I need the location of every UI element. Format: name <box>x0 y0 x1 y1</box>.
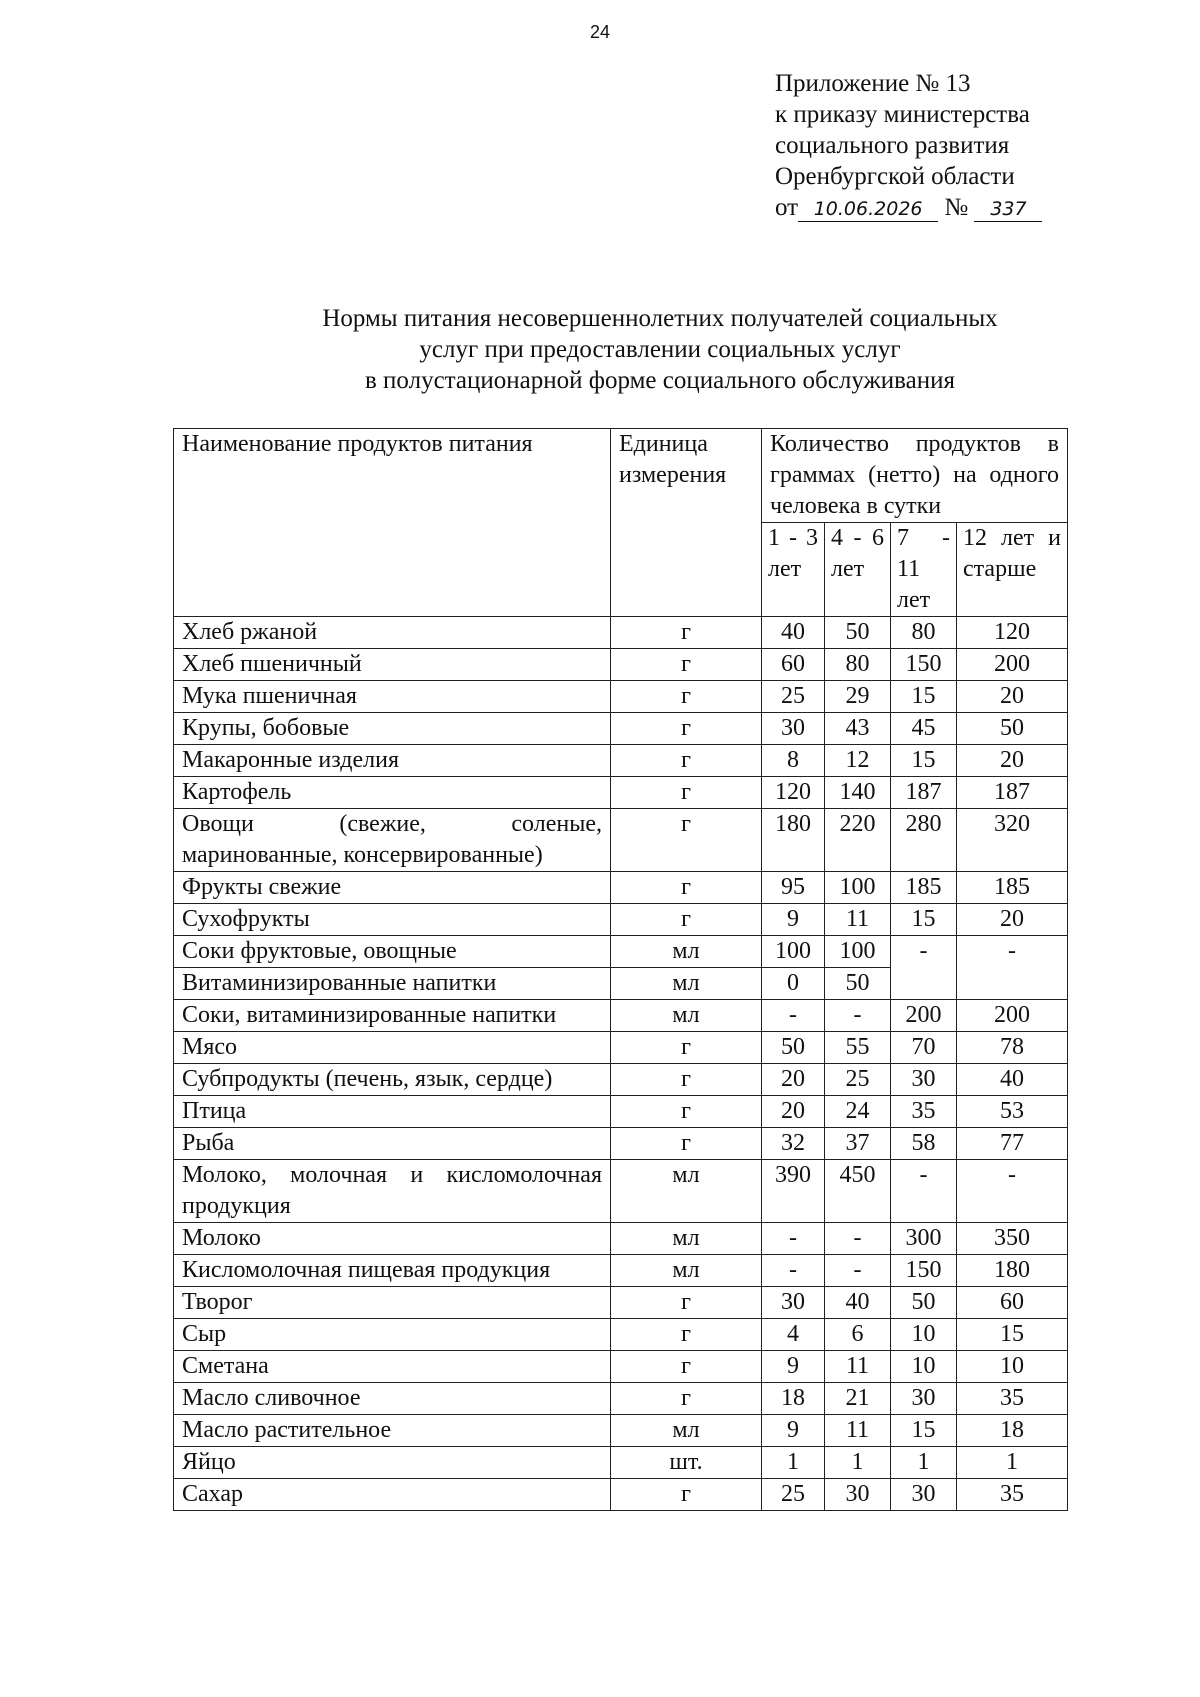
value-age-7-11: 300 <box>891 1223 957 1255</box>
appendix-line-4: Оренбургской области <box>775 163 1015 190</box>
value-age-12-plus: 20 <box>957 904 1068 936</box>
number-label: № <box>944 194 969 221</box>
product-name: Мясо <box>174 1032 611 1064</box>
value-age-4-6: 40 <box>825 1287 891 1319</box>
value-age-12-plus: 15 <box>957 1319 1068 1351</box>
value-age-7-11: 30 <box>891 1383 957 1415</box>
value-age-1-3: - <box>762 1000 825 1032</box>
table-row <box>174 872 1068 904</box>
product-unit: г <box>611 617 762 649</box>
title-line-3: в полустационарной форме социального обслуживания <box>365 367 955 394</box>
product-name: Сухофрукты <box>174 904 611 936</box>
value-age-4-6: 29 <box>825 681 891 713</box>
product-unit: г <box>611 1479 762 1511</box>
value-age-4-6: 220 <box>825 809 891 872</box>
from-label: от <box>775 194 799 221</box>
page-number: 24 <box>589 22 611 42</box>
product-unit: г <box>611 1287 762 1319</box>
value-age-1-3: 30 <box>762 1287 825 1319</box>
value-age-1-3: 1 <box>762 1447 825 1479</box>
value-age-12-plus: 78 <box>957 1032 1068 1064</box>
value-age-1-3: 32 <box>762 1128 825 1160</box>
value-age-1-3: 40 <box>762 617 825 649</box>
product-name: Сыр <box>174 1319 611 1351</box>
value-age-7-11: 280 <box>891 809 957 872</box>
value-age-7-11: 35 <box>891 1096 957 1128</box>
product-name: Хлеб ржаной <box>174 617 611 649</box>
table-row <box>174 936 1068 968</box>
value-age-4-6: - <box>825 1000 891 1032</box>
value-age-7-11: 80 <box>891 617 957 649</box>
product-unit: г <box>611 809 762 872</box>
product-unit: г <box>611 872 762 904</box>
value-age-4-6: 30 <box>825 1479 891 1511</box>
value-age-4-6: 6 <box>825 1319 891 1351</box>
header-age-12-plus: 12 лет и старше <box>957 523 1068 617</box>
product-name: Соки, витаминизированные напитки <box>174 1000 611 1032</box>
product-unit: шт. <box>611 1447 762 1479</box>
product-name: Сметана <box>174 1351 611 1383</box>
value-age-4-6: 450 <box>825 1160 891 1223</box>
value-age-1-3: 8 <box>762 745 825 777</box>
product-name: Картофель <box>174 777 611 809</box>
table-row <box>174 777 1068 809</box>
value-age-7-11: 50 <box>891 1287 957 1319</box>
product-unit: г <box>611 1096 762 1128</box>
title-line-1: Нормы питания несовершеннолетних получателей социальных <box>322 305 998 332</box>
value-age-1-3: 25 <box>762 681 825 713</box>
appendix-line-1: Приложение № 13 <box>775 70 971 97</box>
value-age-12-plus: 320 <box>957 809 1068 872</box>
table-row <box>174 1287 1068 1319</box>
order-date: 10.06.2026 <box>798 197 938 222</box>
value-age-1-3: 20 <box>762 1096 825 1128</box>
value-age-4-6: 1 <box>825 1447 891 1479</box>
value-age-7-11: 185 <box>891 872 957 904</box>
table-row <box>174 1160 1068 1223</box>
table-row <box>174 1128 1068 1160</box>
table-row <box>174 1096 1068 1128</box>
value-age-1-3: 9 <box>762 1351 825 1383</box>
value-age-7-11: 70 <box>891 1032 957 1064</box>
value-age-7-11: 45 <box>891 713 957 745</box>
value-age-12-plus: 53 <box>957 1096 1068 1128</box>
value-age-4-6: 25 <box>825 1064 891 1096</box>
product-unit: г <box>611 777 762 809</box>
table-row <box>174 1479 1068 1511</box>
value-age-7-11: 15 <box>891 904 957 936</box>
header-age-4-6: 4 - 6 лет <box>825 523 891 617</box>
product-unit: г <box>611 1351 762 1383</box>
product-name: Масло растительное <box>174 1415 611 1447</box>
table-row <box>174 681 1068 713</box>
value-age-1-3: 95 <box>762 872 825 904</box>
value-age-12-plus: 180 <box>957 1255 1068 1287</box>
value-age-4-6: 11 <box>825 1415 891 1447</box>
value-age-7-11: 200 <box>891 1000 957 1032</box>
value-age-12-plus: - <box>957 1160 1068 1223</box>
table-row <box>174 1447 1068 1479</box>
value-age-1-3: 180 <box>762 809 825 872</box>
value-age-12-plus: 18 <box>957 1415 1068 1447</box>
title-line-2: услуг при предоставлении социальных услуг <box>419 336 901 363</box>
value-age-7-11: 30 <box>891 1064 957 1096</box>
value-age-4-6: - <box>825 1255 891 1287</box>
value-age-7-11: - <box>891 1160 957 1223</box>
value-age-1-3: 120 <box>762 777 825 809</box>
product-unit: мл <box>611 968 762 1000</box>
appendix-line-2: к приказу министерства <box>775 101 1030 128</box>
table-row <box>174 617 1068 649</box>
header-age-1-3: 1 - 3 лет <box>762 523 825 617</box>
value-age-12-plus: 40 <box>957 1064 1068 1096</box>
value-age-12-plus: 200 <box>957 1000 1068 1032</box>
value-age-7-11: 10 <box>891 1351 957 1383</box>
value-age-12-plus: 50 <box>957 713 1068 745</box>
value-age-4-6: 12 <box>825 745 891 777</box>
value-age-12-plus: 35 <box>957 1383 1068 1415</box>
value-age-1-3: 50 <box>762 1032 825 1064</box>
header-row <box>174 429 1068 523</box>
appendix-block <box>775 68 1042 223</box>
value-age-1-3: 9 <box>762 1415 825 1447</box>
value-age-12-plus: 10 <box>957 1351 1068 1383</box>
value-age-1-3: 20 <box>762 1064 825 1096</box>
value-age-4-6: 11 <box>825 1351 891 1383</box>
value-age-7-11: 10 <box>891 1319 957 1351</box>
value-age-12-plus: 77 <box>957 1128 1068 1160</box>
value-age-7-11: 150 <box>891 649 957 681</box>
table-row <box>174 1032 1068 1064</box>
value-age-1-3: 100 <box>762 936 825 968</box>
value-age-12-plus: 350 <box>957 1223 1068 1255</box>
table-row <box>174 1255 1068 1287</box>
value-age-4-6: 55 <box>825 1032 891 1064</box>
header-age-7-11: 7 - 11 лет <box>891 523 957 617</box>
table-row <box>174 809 1068 872</box>
nutrition-table <box>173 428 1068 1511</box>
table-row <box>174 1415 1068 1447</box>
product-unit: г <box>611 904 762 936</box>
product-name: Масло сливочное <box>174 1383 611 1415</box>
value-age-7-11: 150 <box>891 1255 957 1287</box>
value-age-4-6: 43 <box>825 713 891 745</box>
value-age-1-3: - <box>762 1255 825 1287</box>
value-age-7-11: - <box>891 936 957 1000</box>
product-unit: г <box>611 1128 762 1160</box>
value-age-1-3: 390 <box>762 1160 825 1223</box>
value-age-1-3: 60 <box>762 649 825 681</box>
product-unit: мл <box>611 1223 762 1255</box>
value-age-7-11: 30 <box>891 1479 957 1511</box>
value-age-12-plus: 187 <box>957 777 1068 809</box>
appendix-date-line <box>775 192 1042 223</box>
table-row <box>174 1319 1068 1351</box>
value-age-1-3: 0 <box>762 968 825 1000</box>
table-row <box>174 713 1068 745</box>
product-name: Соки фруктовые, овощные <box>174 936 611 968</box>
value-age-7-11: 187 <box>891 777 957 809</box>
value-age-12-plus: - <box>957 936 1068 1000</box>
value-age-12-plus: 60 <box>957 1287 1068 1319</box>
product-name: Сахар <box>174 1479 611 1511</box>
value-age-12-plus: 20 <box>957 681 1068 713</box>
product-name: Творог <box>174 1287 611 1319</box>
product-name: Молоко <box>174 1223 611 1255</box>
value-age-1-3: 4 <box>762 1319 825 1351</box>
value-age-4-6: 37 <box>825 1128 891 1160</box>
table-row <box>174 904 1068 936</box>
table-row <box>174 1223 1068 1255</box>
value-age-1-3: 9 <box>762 904 825 936</box>
product-unit: мл <box>611 936 762 968</box>
product-name: Рыба <box>174 1128 611 1160</box>
value-age-12-plus: 1 <box>957 1447 1068 1479</box>
product-name: Макаронные изделия <box>174 745 611 777</box>
product-name: Мука пшеничная <box>174 681 611 713</box>
value-age-1-3: 25 <box>762 1479 825 1511</box>
value-age-7-11: 58 <box>891 1128 957 1160</box>
value-age-1-3: - <box>762 1223 825 1255</box>
product-name: Фрукты свежие <box>174 872 611 904</box>
product-name: Кисломолочная пищевая продукция <box>174 1255 611 1287</box>
product-unit: г <box>611 713 762 745</box>
product-name: Овощи (свежие, соленые, маринованные, консервированные) <box>174 809 611 872</box>
value-age-4-6: 100 <box>825 872 891 904</box>
table-row <box>174 745 1068 777</box>
product-unit: мл <box>611 1000 762 1032</box>
product-name: Хлеб пшеничный <box>174 649 611 681</box>
value-age-4-6: 11 <box>825 904 891 936</box>
value-age-4-6: 50 <box>825 617 891 649</box>
value-age-12-plus: 120 <box>957 617 1068 649</box>
value-age-1-3: 30 <box>762 713 825 745</box>
product-unit: мл <box>611 1160 762 1223</box>
appendix-line-3: социального развития <box>775 132 1010 159</box>
value-age-4-6: 100 <box>825 936 891 968</box>
product-name: Яйцо <box>174 1447 611 1479</box>
order-number: 337 <box>974 197 1042 222</box>
product-unit: мл <box>611 1255 762 1287</box>
value-age-7-11: 1 <box>891 1447 957 1479</box>
value-age-7-11: 15 <box>891 681 957 713</box>
value-age-7-11: 15 <box>891 1415 957 1447</box>
value-age-12-plus: 20 <box>957 745 1068 777</box>
table-row <box>174 1383 1068 1415</box>
value-age-4-6: 24 <box>825 1096 891 1128</box>
product-unit: г <box>611 1319 762 1351</box>
value-age-4-6: 140 <box>825 777 891 809</box>
value-age-7-11: 15 <box>891 745 957 777</box>
value-age-4-6: 50 <box>825 968 891 1000</box>
product-name: Витаминизированные напитки <box>174 968 611 1000</box>
table-row <box>174 1351 1068 1383</box>
table-row <box>174 1064 1068 1096</box>
document-title <box>180 303 1140 396</box>
product-unit: г <box>611 1383 762 1415</box>
product-unit: г <box>611 1032 762 1064</box>
value-age-4-6: 80 <box>825 649 891 681</box>
value-age-1-3: 18 <box>762 1383 825 1415</box>
product-unit: г <box>611 745 762 777</box>
product-name: Молоко, молочная и кисломолочная продукция <box>174 1160 611 1223</box>
product-unit: г <box>611 1064 762 1096</box>
header-unit: Единица измерения <box>611 429 762 617</box>
product-unit: мл <box>611 1415 762 1447</box>
table-row <box>174 1000 1068 1032</box>
product-unit: г <box>611 681 762 713</box>
product-name: Крупы, бобовые <box>174 713 611 745</box>
table-row <box>174 649 1068 681</box>
header-quantity: Количество продуктов в граммах (нетто) на одного человека в сутки <box>762 429 1068 523</box>
value-age-12-plus: 35 <box>957 1479 1068 1511</box>
product-name: Субпродукты (печень, язык, сердце) <box>174 1064 611 1096</box>
value-age-12-plus: 185 <box>957 872 1068 904</box>
value-age-4-6: 21 <box>825 1383 891 1415</box>
product-unit: г <box>611 649 762 681</box>
header-product-name: Наименование продуктов питания <box>174 429 611 617</box>
value-age-12-plus: 200 <box>957 649 1068 681</box>
product-name: Птица <box>174 1096 611 1128</box>
value-age-4-6: - <box>825 1223 891 1255</box>
